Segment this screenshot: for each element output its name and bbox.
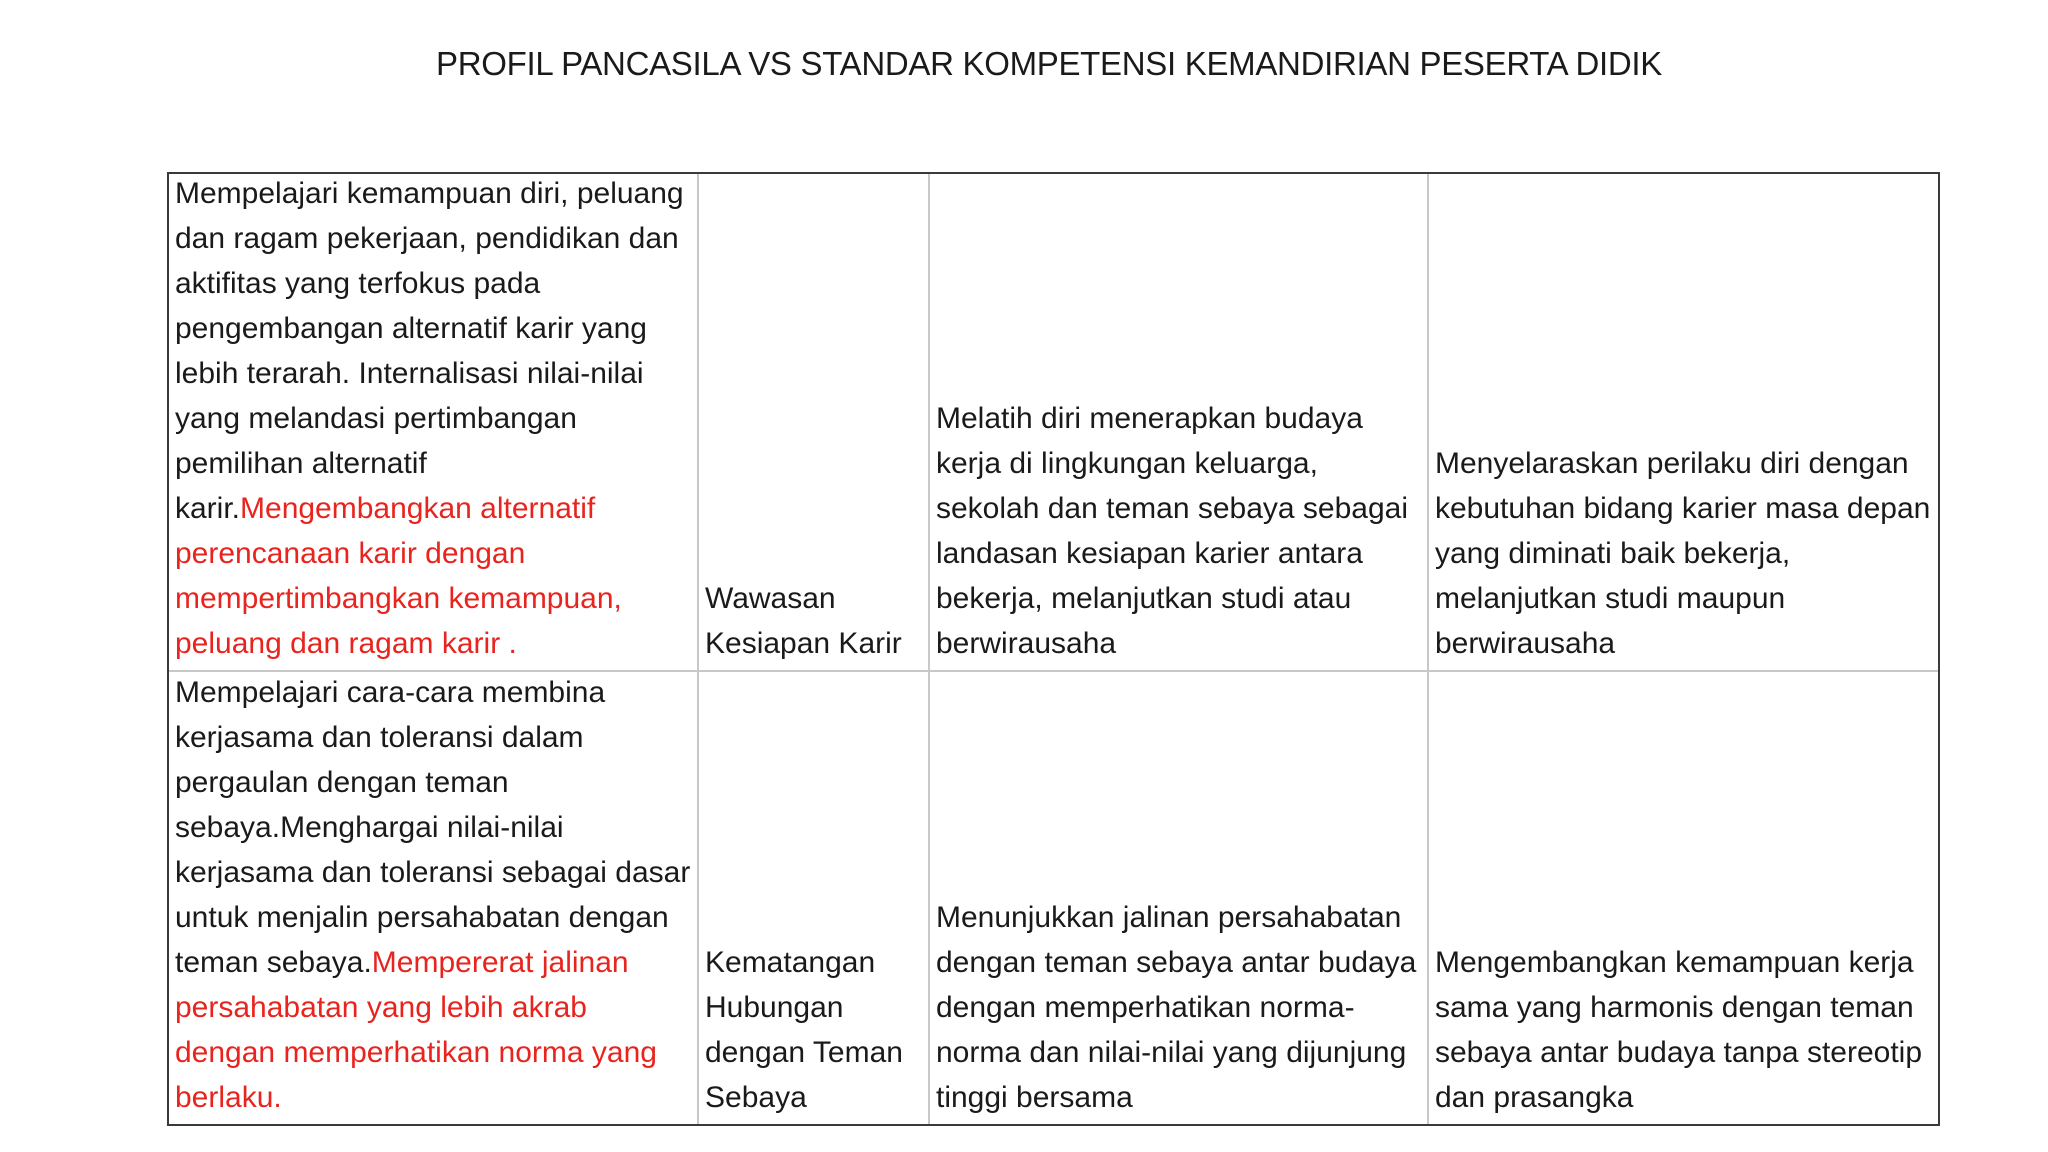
cell-text: Mengembangkan kemampuan kerja sama yang harmonis dengan teman sebaya antar budaya tanpa stereotip dan prasangka [1435, 946, 1923, 1114]
table-cell-row1-col2 [699, 174, 930, 672]
cell-text: Menunjukkan jalinan persahabatan dengan teman sebaya antar budaya dengan memperhatikan norma-norma dan nilai-nilai yang dijunjung tinggi bersama [936, 901, 1417, 1114]
page-title: PROFIL PANCASILA VS STANDAR KOMPETENSI KEMANDIRIAN PESERTA DIDIK [436, 45, 1662, 82]
cell-text-highlight: Mengembangkan alternatif perencanaan karir dengan mempertimbangkan kemampuan, peluang dan ragam karir . [175, 492, 622, 660]
table-cell-row2-col3 [930, 672, 1429, 1124]
cell-text [175, 672, 693, 1120]
cell-text: Melatih diri menerapkan budaya kerja di lingkungan keluarga, sekolah dan teman sebaya sebagai landasan kesiapan karier antara bekerja, melanjutkan studi atau berwirausaha [936, 402, 1409, 660]
competency-table [167, 172, 1940, 1126]
cell-text [175, 174, 693, 666]
table-cell-row1-col1 [169, 174, 699, 672]
cell-text: Kematangan Hubungan dengan Teman Sebaya [705, 946, 903, 1114]
table-cell-row2-col2 [699, 672, 930, 1124]
cell-text-plain: Mempelajari cara-cara membina kerjasama dan toleransi dalam pergaulan dengan teman sebaya.Menghargai nilai-nilai kerjasama dan toleransi sebagai dasar untuk menjalin persahabatan dengan teman sebaya. [175, 676, 691, 979]
cell-text: Wawasan Kesiapan Karir [705, 582, 902, 660]
table-cell-row2-col1 [169, 672, 699, 1124]
table-cell-row1-col3 [930, 174, 1429, 672]
cell-text-plain: Mempelajari kemampuan diri, peluang dan ragam pekerjaan, pendidikan dan aktifitas yang terfokus pada pengembangan alternatif karir yang lebih terarah. Internalisasi nilai-nilai yang melandasi pertimbangan pemilihan alternatif karir. [175, 177, 684, 525]
cell-text-highlight: Mempererat jalinan persahabatan yang lebih akrab dengan memperhatikan norma yang berlaku. [175, 946, 657, 1114]
table-cell-row1-col4 [1429, 174, 1938, 672]
cell-text: Menyelaraskan perilaku diri dengan kebutuhan bidang karier masa depan yang diminati baik bekerja, melanjutkan studi maupun berwirausaha [1435, 447, 1931, 660]
table-cell-row2-col4 [1429, 672, 1938, 1124]
